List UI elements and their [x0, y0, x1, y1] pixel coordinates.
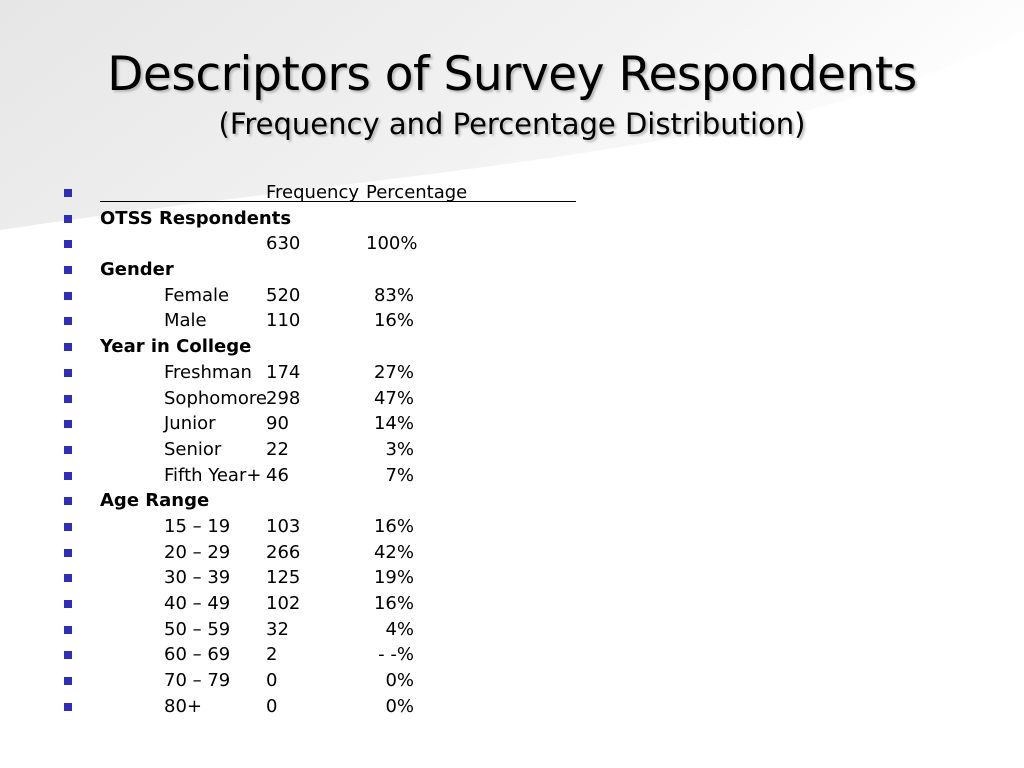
row-label: Sophomore — [164, 387, 267, 409]
column-header-frequency: Frequency — [266, 182, 359, 203]
row-frequency: 298 — [266, 387, 301, 409]
row-percentage: 14% — [373, 413, 414, 435]
square-bullet-icon — [64, 472, 72, 480]
row-label: Male — [164, 310, 207, 332]
row-percentage: 3% — [385, 438, 414, 460]
square-bullet-icon — [64, 395, 72, 403]
group-heading: OTSS Respondents — [100, 207, 292, 229]
square-bullet-icon — [64, 497, 72, 505]
square-bullet-icon — [64, 677, 72, 685]
square-bullet-icon — [64, 292, 72, 300]
row-percentage: 16% — [373, 593, 414, 614]
row-percentage: 16% — [373, 310, 414, 332]
row-percentage: 42% — [373, 541, 414, 563]
square-bullet-icon — [64, 369, 72, 377]
row-frequency: 266 — [266, 541, 301, 563]
square-bullet-icon — [64, 215, 72, 223]
square-bullet-icon — [64, 651, 72, 659]
row-frequency: 0 — [266, 695, 278, 717]
row-frequency: 32 — [266, 618, 289, 640]
square-bullet-icon — [64, 446, 72, 454]
row-frequency: 2 — [266, 644, 278, 666]
row-frequency: 174 — [266, 361, 301, 383]
slide-header — [0, 46, 1024, 142]
row-label: Junior — [164, 413, 216, 435]
row-frequency: 22 — [266, 438, 289, 460]
slide-title: Descriptors of Survey Respondents — [107, 47, 917, 102]
row-percentage: 0% — [385, 670, 414, 692]
square-bullet-icon — [64, 317, 72, 325]
square-bullet-icon — [64, 266, 72, 274]
square-bullet-icon — [64, 240, 72, 248]
row-percentage: 27% — [373, 361, 414, 383]
group-heading: Year in College — [100, 336, 252, 358]
square-bullet-icon — [64, 574, 72, 582]
row-frequency: 630 — [266, 233, 301, 255]
row-percentage: 0% — [385, 695, 414, 717]
row-label: 30 – 39 — [164, 567, 231, 589]
row-percentage: 16% — [373, 515, 414, 537]
row-frequency: 520 — [266, 284, 301, 306]
slide-subtitle: (Frequency and Percentage Distribution) — [218, 107, 806, 141]
row-frequency: 46 — [266, 464, 289, 486]
row-percentage: 19% — [373, 567, 414, 589]
square-bullet-icon — [64, 600, 72, 608]
row-frequency: 110 — [266, 310, 301, 332]
square-bullet-icon — [64, 189, 72, 197]
column-header-percentage: Percentage — [366, 182, 468, 203]
row-percentage: - -% — [378, 644, 414, 666]
square-bullet-icon — [64, 343, 72, 351]
square-bullet-icon — [64, 549, 72, 557]
row-label: Senior — [164, 438, 222, 460]
row-label: 70 – 79 — [164, 670, 231, 692]
row-percentage: 100% — [366, 233, 418, 255]
row-frequency: 102 — [266, 593, 301, 614]
row-label: 60 – 69 — [164, 644, 231, 666]
square-bullet-icon — [64, 523, 72, 531]
row-frequency: 0 — [266, 670, 278, 692]
square-bullet-icon — [64, 626, 72, 634]
row-frequency: 103 — [266, 515, 301, 537]
row-label: 80+ — [164, 695, 202, 717]
row-percentage: 7% — [385, 464, 414, 486]
row-label: 20 – 29 — [164, 541, 231, 563]
group-heading: Gender — [100, 259, 174, 281]
row-label: 50 – 59 — [164, 618, 231, 640]
row-label: Freshman — [164, 361, 252, 383]
row-label: 40 – 49 — [164, 593, 231, 614]
row-frequency: 125 — [266, 567, 301, 589]
row-label: 15 – 19 — [164, 515, 231, 537]
group-heading: Age Range — [100, 490, 210, 512]
row-percentage: 4% — [385, 618, 414, 640]
row-label: Fifth Year+ — [164, 464, 262, 486]
row-percentage: 47% — [373, 387, 414, 409]
square-bullet-icon — [64, 703, 72, 711]
row-label: Female — [164, 284, 230, 306]
row-frequency: 90 — [266, 413, 289, 435]
row-percentage: 83% — [373, 284, 414, 306]
square-bullet-icon — [64, 420, 72, 428]
